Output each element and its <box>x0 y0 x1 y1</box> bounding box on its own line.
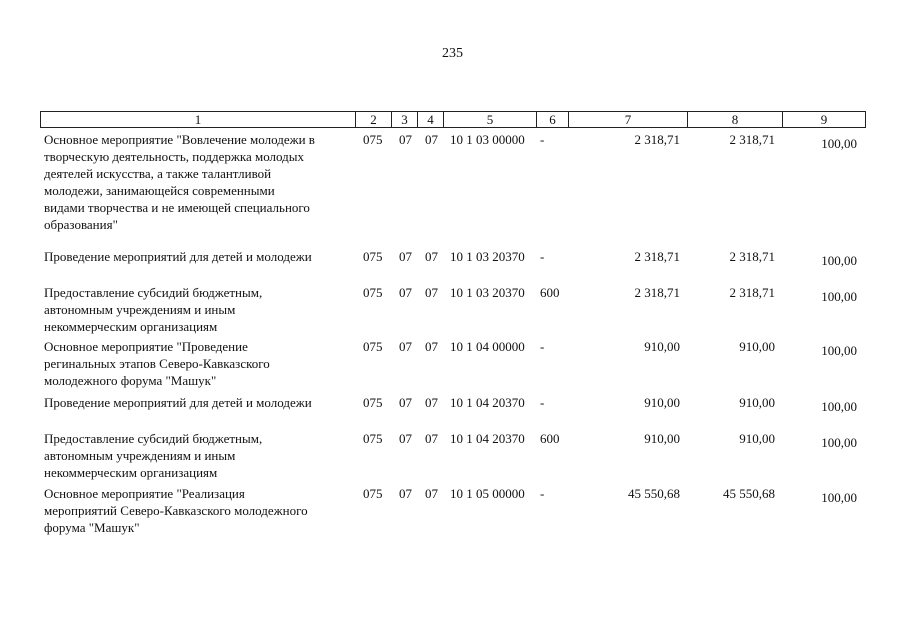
row-name <box>44 394 354 411</box>
row-col-6: - <box>540 339 545 354</box>
row-name <box>44 131 354 233</box>
header-col-5: 5 <box>443 111 537 128</box>
header-col-8: 8 <box>687 111 783 128</box>
row-col-5: 10 1 04 00000 <box>450 339 525 354</box>
row-name-line: творческую деятельность, поддержка молодых <box>44 149 305 164</box>
row-col-4: 07 <box>425 395 438 410</box>
row-col-6: - <box>540 395 545 410</box>
row-col-3: 07 <box>399 395 412 410</box>
row-col-7: 2 318,71 <box>634 249 680 264</box>
row-col-3: 07 <box>399 431 412 446</box>
row-col-5: 10 1 03 20370 <box>450 285 525 300</box>
row-name-line: некоммерческим организациям <box>44 319 218 334</box>
row-name <box>44 248 354 265</box>
row-name-line: регинальных этапов Северо-Кавказского <box>44 356 270 371</box>
row-col-8: 2 318,71 <box>729 249 775 264</box>
row-name-line: Основное мероприятие "Реализация <box>44 486 245 501</box>
row-col-2: 075 <box>363 486 383 501</box>
page-number: 235 <box>442 46 463 61</box>
row-name-line: автономным учреждениям и иным <box>44 302 236 317</box>
row-name-line: Основное мероприятие "Вовлечение молодежи в <box>44 132 315 147</box>
row-col-6: 600 <box>540 285 560 300</box>
row-col-5: 10 1 05 00000 <box>450 486 525 501</box>
row-col-8: 910,00 <box>739 395 775 410</box>
row-col-8: 2 318,71 <box>729 285 775 300</box>
row-col-4: 07 <box>425 132 438 147</box>
row-name-line: Предоставление субсидий бюджетным, <box>44 431 263 446</box>
row-col-8: 910,00 <box>739 431 775 446</box>
row-col-7: 910,00 <box>644 395 680 410</box>
row-name-line: автономным учреждениям и иным <box>44 448 236 463</box>
row-col-4: 07 <box>425 486 438 501</box>
row-col-7: 2 318,71 <box>634 285 680 300</box>
row-col-9: 100,00 <box>821 289 857 304</box>
header-col-6: 6 <box>536 111 569 128</box>
row-col-6: - <box>540 132 545 147</box>
row-col-2: 075 <box>363 249 383 264</box>
row-col-9: 100,00 <box>821 399 857 414</box>
row-col-6: - <box>540 249 545 264</box>
header-col-7: 7 <box>568 111 688 128</box>
row-name-line: некоммерческим организациям <box>44 465 218 480</box>
header-col-1: 1 <box>40 111 356 128</box>
row-col-2: 075 <box>363 431 383 446</box>
row-col-2: 075 <box>363 285 383 300</box>
row-col-4: 07 <box>425 431 438 446</box>
row-name-line: видами творчества и не имеющей специального <box>44 200 310 215</box>
row-col-5: 10 1 04 20370 <box>450 395 525 410</box>
header-col-3: 3 <box>391 111 418 128</box>
row-name-line: Предоставление субсидий бюджетным, <box>44 285 263 300</box>
row-name <box>44 284 354 335</box>
row-col-9: 100,00 <box>821 253 857 268</box>
header-col-4: 4 <box>417 111 444 128</box>
row-name-line: молодежи, занимающейся современными <box>44 183 275 198</box>
row-col-8: 45 550,68 <box>723 486 775 501</box>
row-name <box>44 485 354 536</box>
row-col-7: 45 550,68 <box>628 486 680 501</box>
row-col-4: 07 <box>425 339 438 354</box>
row-name-line: молодежного форума "Машук" <box>44 373 217 388</box>
row-col-9: 100,00 <box>821 136 857 151</box>
row-col-9: 100,00 <box>821 490 857 505</box>
row-col-5: 10 1 03 20370 <box>450 249 525 264</box>
row-name-line: Проведение мероприятий для детей и молодежи <box>44 249 312 264</box>
row-col-8: 910,00 <box>739 339 775 354</box>
header-col-9: 9 <box>782 111 866 128</box>
row-name-line: Основное мероприятие "Проведение <box>44 339 248 354</box>
row-col-5: 10 1 03 00000 <box>450 132 525 147</box>
row-col-2: 075 <box>363 132 383 147</box>
row-col-7: 910,00 <box>644 339 680 354</box>
row-col-2: 075 <box>363 395 383 410</box>
row-col-5: 10 1 04 20370 <box>450 431 525 446</box>
row-name-line: мероприятий Северо-Кавказского молодежного <box>44 503 308 518</box>
row-col-4: 07 <box>425 285 438 300</box>
row-col-9: 100,00 <box>821 435 857 450</box>
row-col-7: 910,00 <box>644 431 680 446</box>
row-col-8: 2 318,71 <box>729 132 775 147</box>
row-name-line: форума "Машук" <box>44 520 140 535</box>
header-col-2: 2 <box>355 111 392 128</box>
row-col-3: 07 <box>399 132 412 147</box>
row-col-7: 2 318,71 <box>634 132 680 147</box>
row-name-line: деятелей искусства, а также талантливой <box>44 166 272 181</box>
row-name <box>44 338 354 389</box>
row-col-2: 075 <box>363 339 383 354</box>
row-col-3: 07 <box>399 285 412 300</box>
row-col-6: - <box>540 486 545 501</box>
row-name-line: Проведение мероприятий для детей и молодежи <box>44 395 312 410</box>
row-col-4: 07 <box>425 249 438 264</box>
row-col-6: 600 <box>540 431 560 446</box>
row-name <box>44 430 354 481</box>
row-col-3: 07 <box>399 249 412 264</box>
row-col-3: 07 <box>399 486 412 501</box>
row-col-9: 100,00 <box>821 343 857 358</box>
row-name-line: образования" <box>44 217 118 232</box>
row-col-3: 07 <box>399 339 412 354</box>
